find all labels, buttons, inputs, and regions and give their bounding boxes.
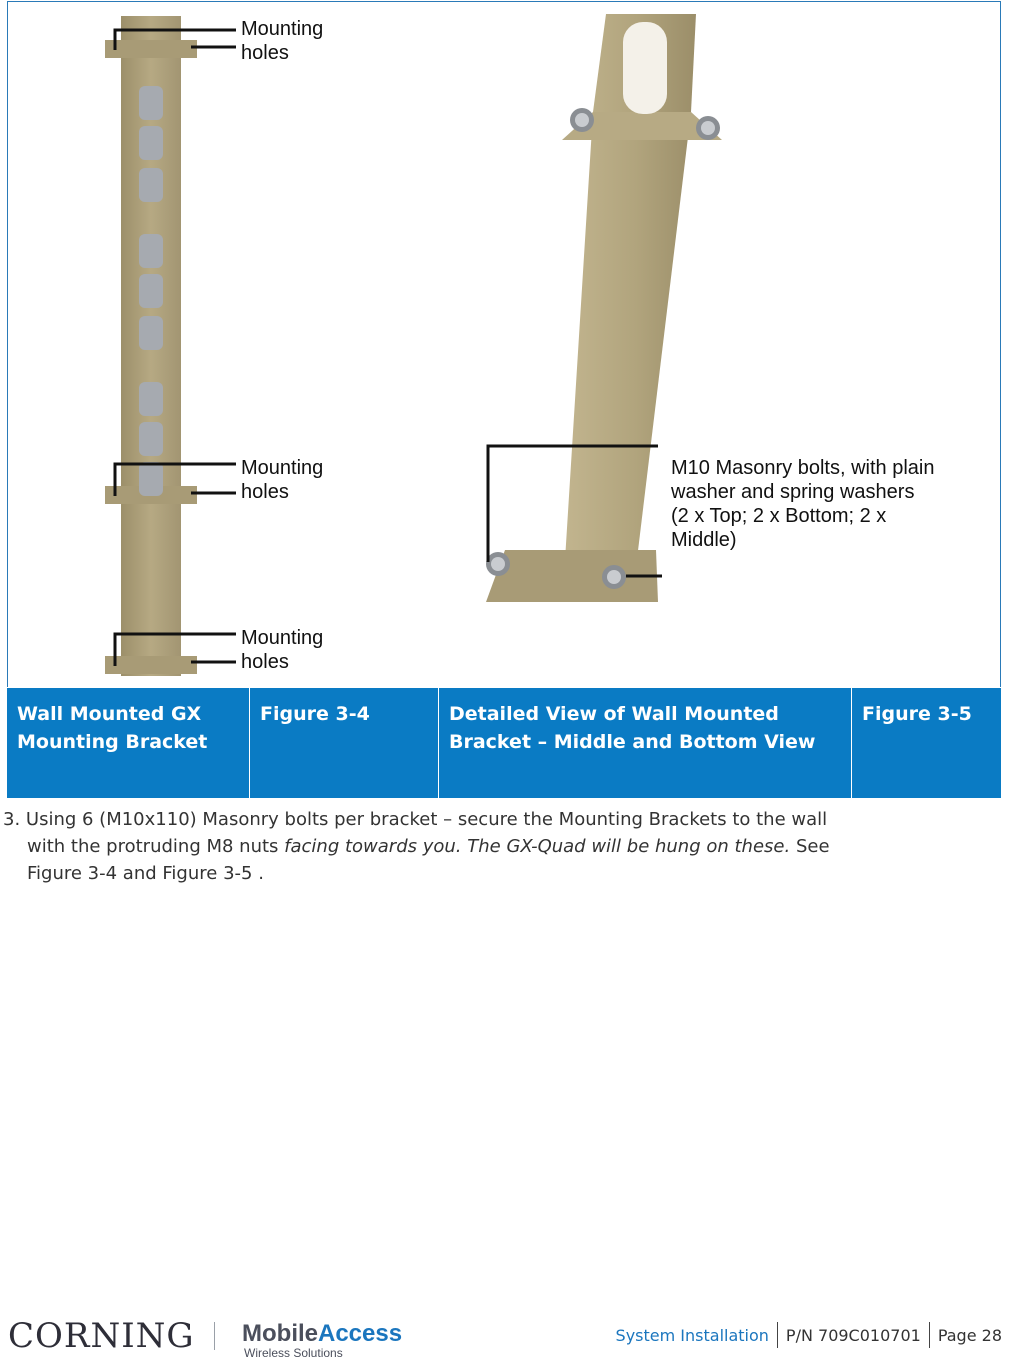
callout-mounting-holes-top (241, 17, 323, 65)
footer-section: System Installation (615, 1325, 769, 1345)
bolt-note-line: M10 Masonry bolts, with plain (671, 457, 935, 479)
callout-line: holes (241, 651, 289, 673)
caption-figure-3-5: Figure 3-5 (862, 703, 972, 725)
bolt-note-line: Middle) (671, 529, 737, 551)
corning-logo: CORNING (8, 1316, 195, 1356)
step-line: Figure 3-4 and Figure 3-5 . (27, 863, 264, 884)
step-paragraph (3, 806, 993, 887)
callout-mounting-holes-bottom (241, 626, 323, 674)
caption-row (7, 688, 1001, 798)
callout-line: Mounting (241, 18, 324, 40)
logo-mobile-text: Mobile (242, 1320, 318, 1347)
callout-line: Mounting (241, 457, 324, 479)
footer-part-number: P/N 709C010701 (785, 1325, 921, 1345)
mobileaccess-logo (242, 1320, 402, 1348)
footer-meta (608, 1322, 1010, 1348)
logo-subtitle: Wireless Solutions (244, 1346, 343, 1360)
footer-page-number: Page 28 (937, 1325, 1002, 1345)
logo-access-text: Access (318, 1320, 403, 1347)
caption-title-right: Detailed View of Wall Mounted Bracket – Middle and Bottom View (439, 688, 852, 798)
page-footer (0, 1308, 1010, 1358)
figure-frame (7, 1, 1001, 687)
caption-title-left: Wall Mounted GX Mounting Bracket (7, 688, 250, 798)
callout-mounting-holes-middle (241, 456, 323, 504)
bolt-note-line: (2 x Top; 2 x Bottom; 2 x (671, 505, 887, 527)
step-line: 3. Using 6 (M10x110) Masonry bolts per bracket – secure the Mounting Brackets to the wall (3, 809, 828, 830)
bolt-note-line: washer and spring washers (671, 481, 915, 503)
step-line (3, 833, 993, 860)
bracket-illustration (8, 2, 1002, 688)
logo-divider (214, 1322, 215, 1350)
caption-figure-3-4: Figure 3-4 (250, 688, 439, 798)
step-text: See (790, 836, 830, 857)
callout-bolt-note (671, 456, 934, 552)
step-emphasis: facing towards you. The GX-Quad will be hung on these. (284, 836, 791, 857)
callout-line: holes (241, 481, 289, 503)
left-bracket (105, 16, 197, 676)
callout-line: Mounting (241, 627, 324, 649)
callout-line: holes (241, 42, 289, 64)
step-text: with the protruding M8 nuts (27, 836, 285, 857)
figure-caption-table (7, 688, 1001, 798)
